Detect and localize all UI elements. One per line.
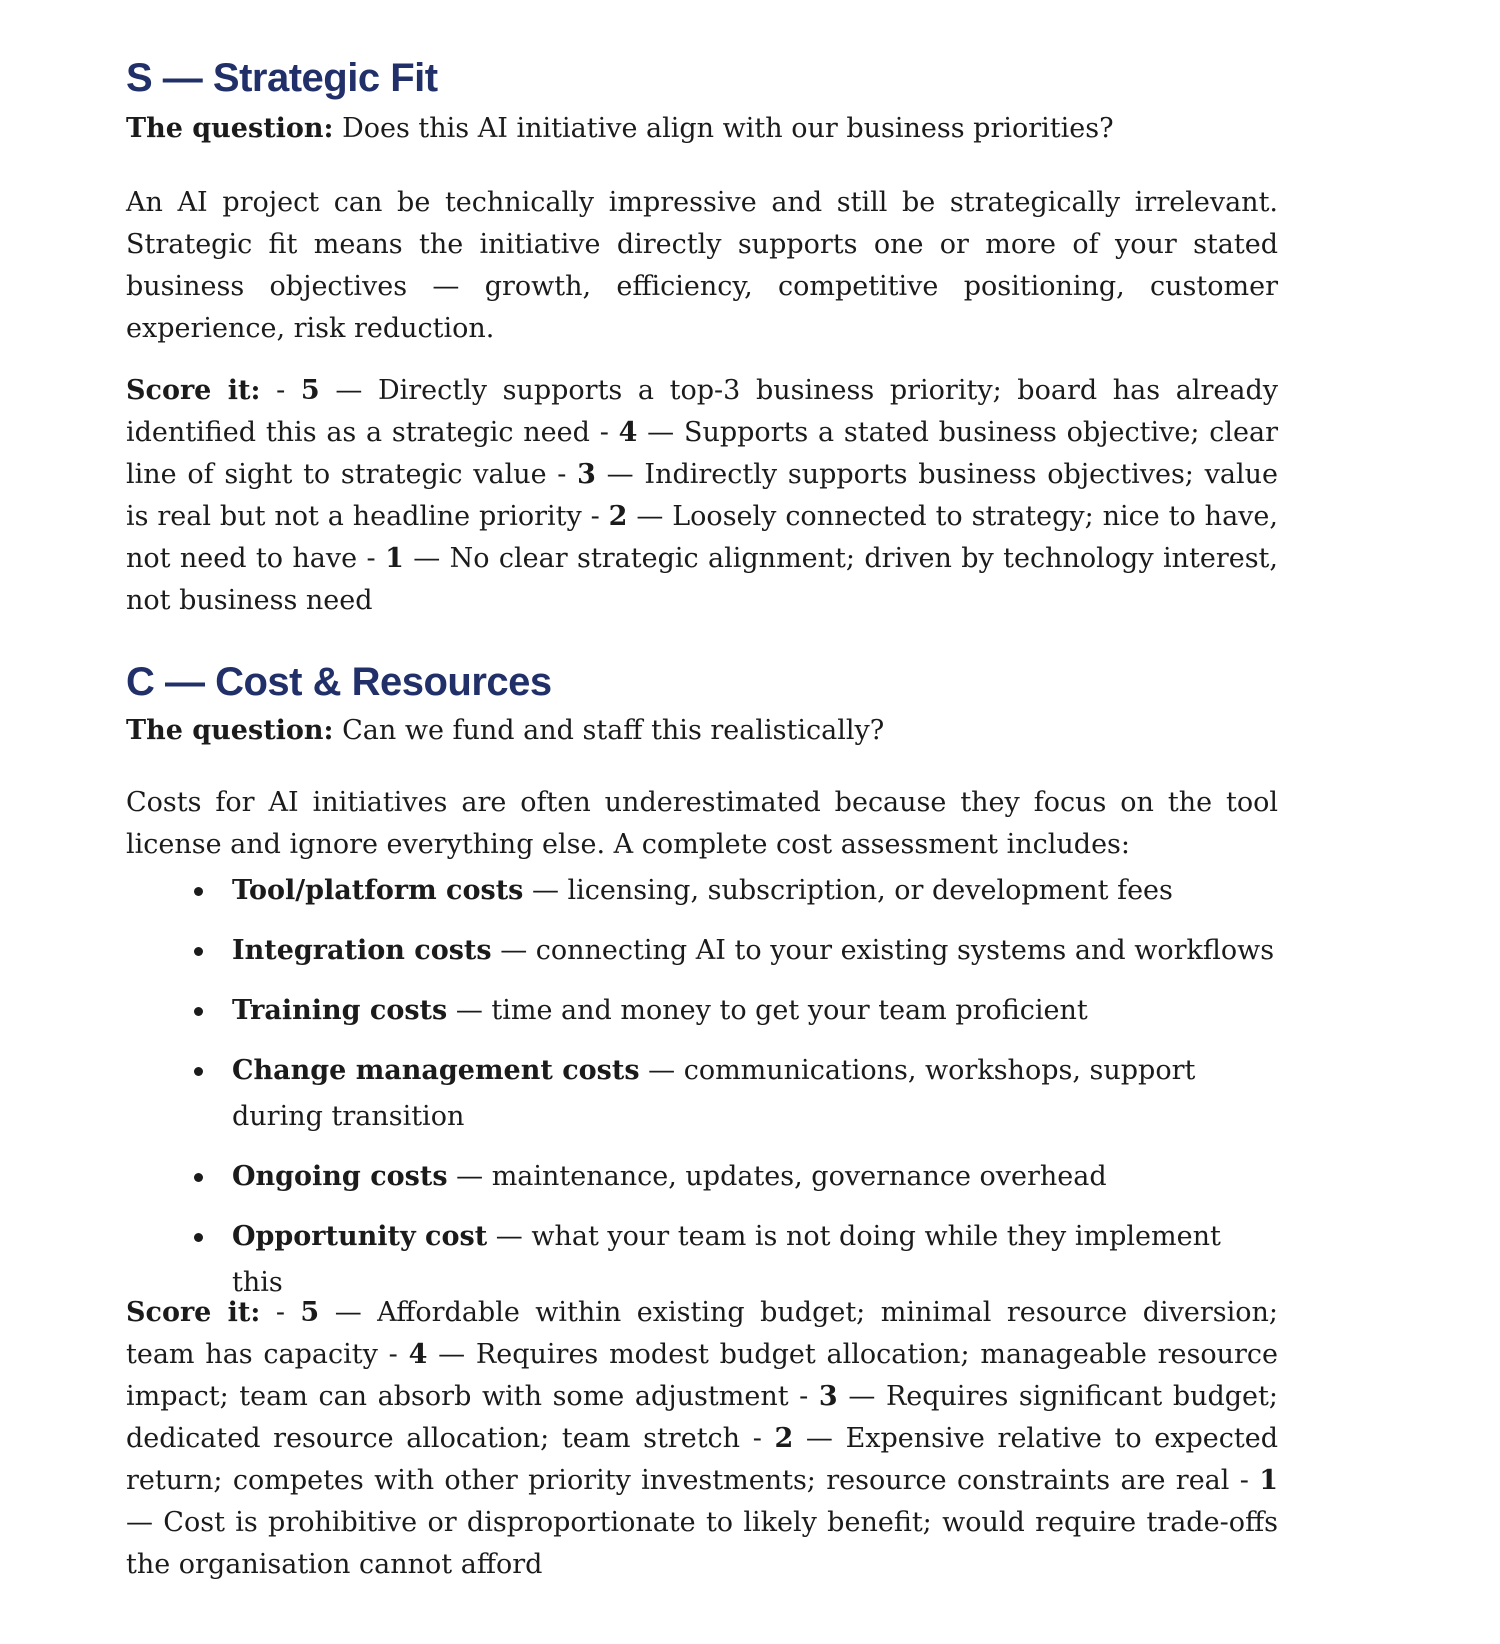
bullet-icon: [194, 1007, 203, 1016]
score-text: — No clear strategic alignment; driven by technology interest, not business need: [126, 543, 1278, 616]
score-number: 3: [577, 459, 596, 490]
score-label: Score it:: [126, 375, 261, 406]
score-number: 5: [300, 1297, 320, 1328]
score-prefix: -: [1229, 1465, 1260, 1496]
list-item-desc: — communications, workshops, support during transition: [232, 1055, 1196, 1132]
score-text: — Indirectly supports business objectives; value is real but not a headline priority: [126, 459, 1278, 532]
score-text: — Requires modest budget allocation; manageable resource impact; team can absorb with some adjustment: [126, 1339, 1278, 1412]
score-number: 1: [1259, 1465, 1278, 1496]
bullet-icon: [194, 887, 203, 896]
list-item: [126, 1048, 1278, 1140]
list-item: [126, 868, 1278, 914]
score-text: — Loosely connected to strategy; nice to have, not need to have: [126, 501, 1278, 574]
intro-paragraph: An AI project can be technically impressive and still be strategically irrelevant. Strategic fit means the initiative directly supports one or more of your stated business objectives — growth, efficiency, competitive positioning, customer experience, risk reduction.: [126, 187, 1278, 344]
bullet-icon: [194, 1067, 203, 1076]
score-prefix: -: [546, 459, 578, 490]
list-item-term: Integration costs: [232, 935, 492, 966]
section-heading-cost-resources: C — Cost & Resources: [126, 660, 552, 704]
score-text: — Affordable within existing budget; minimal resource diversion; team has capacity: [126, 1297, 1278, 1370]
score-prefix: -: [377, 1339, 409, 1370]
cost-list: [126, 868, 1278, 1306]
score-prefix: -: [357, 543, 386, 574]
question-text: Can we fund and staff this realistically?: [333, 715, 885, 746]
question-paragraph: [126, 108, 1278, 150]
score-prefix: -: [260, 375, 301, 406]
list-item-term: Change management costs: [232, 1055, 640, 1086]
score-prefix: -: [581, 501, 609, 532]
score-number: 1: [385, 543, 404, 574]
list-item-desc: — time and money to get your team proficient: [447, 995, 1088, 1026]
list-item-term: Tool/platform costs: [232, 875, 524, 906]
list-item: [126, 928, 1278, 974]
list-item-term: Opportunity cost: [232, 1221, 488, 1252]
intro-paragraph: Costs for AI initiatives are often underestimated because they focus on the tool license and ignore everything else. A complete cost assessment includes:: [126, 787, 1278, 860]
bullet-icon: [194, 1233, 203, 1242]
list-item-desc: — maintenance, updates, governance overhead: [447, 1161, 1107, 1192]
score-number: 5: [300, 375, 320, 406]
question-label: The question:: [126, 113, 334, 144]
question-label: The question:: [126, 715, 334, 746]
score-text: — Expensive relative to expected return; competes with other priority investments; resource constraints are real: [126, 1423, 1278, 1496]
score-number: 4: [408, 1339, 428, 1370]
score-paragraph: [126, 1292, 1278, 1586]
score-text: — Directly supports a top-3 business priority; board has already identified this as a strategic need: [126, 375, 1278, 448]
score-text: — Requires significant budget; dedicated resource allocation; team stretch: [126, 1381, 1278, 1454]
score-prefix: -: [740, 1423, 775, 1454]
question-text: Does this AI initiative align with our business priorities?: [333, 113, 1114, 144]
score-prefix: -: [788, 1381, 819, 1412]
score-paragraph: [126, 370, 1278, 622]
score-number: 2: [774, 1423, 794, 1454]
list-item: [126, 1154, 1278, 1200]
list-item-desc: — connecting AI to your existing systems and workflows: [491, 935, 1275, 966]
score-label: Score it:: [126, 1297, 261, 1328]
score-text: — Supports a stated business objective; clear line of sight to strategic value: [126, 417, 1278, 490]
list-item-term: Ongoing costs: [232, 1161, 448, 1192]
score-number: 3: [818, 1381, 838, 1412]
list-item-term: Training costs: [232, 995, 448, 1026]
bullet-icon: [194, 947, 203, 956]
score-number: 4: [618, 417, 638, 448]
score-text: — Cost is prohibitive or disproportionate to likely benefit; would require trade-offs the organisation cannot afford: [126, 1507, 1278, 1580]
list-item-desc: — what your team is not doing while they implement this: [232, 1221, 1221, 1298]
section-heading-strategic-fit: S — Strategic Fit: [126, 56, 438, 100]
score-number: 2: [608, 501, 628, 532]
score-prefix: -: [589, 417, 619, 448]
list-item: [126, 988, 1278, 1034]
question-paragraph: [126, 710, 1278, 752]
score-prefix: -: [260, 1297, 301, 1328]
bullet-icon: [194, 1173, 203, 1182]
list-item-desc: — licensing, subscription, or development fees: [523, 875, 1173, 906]
